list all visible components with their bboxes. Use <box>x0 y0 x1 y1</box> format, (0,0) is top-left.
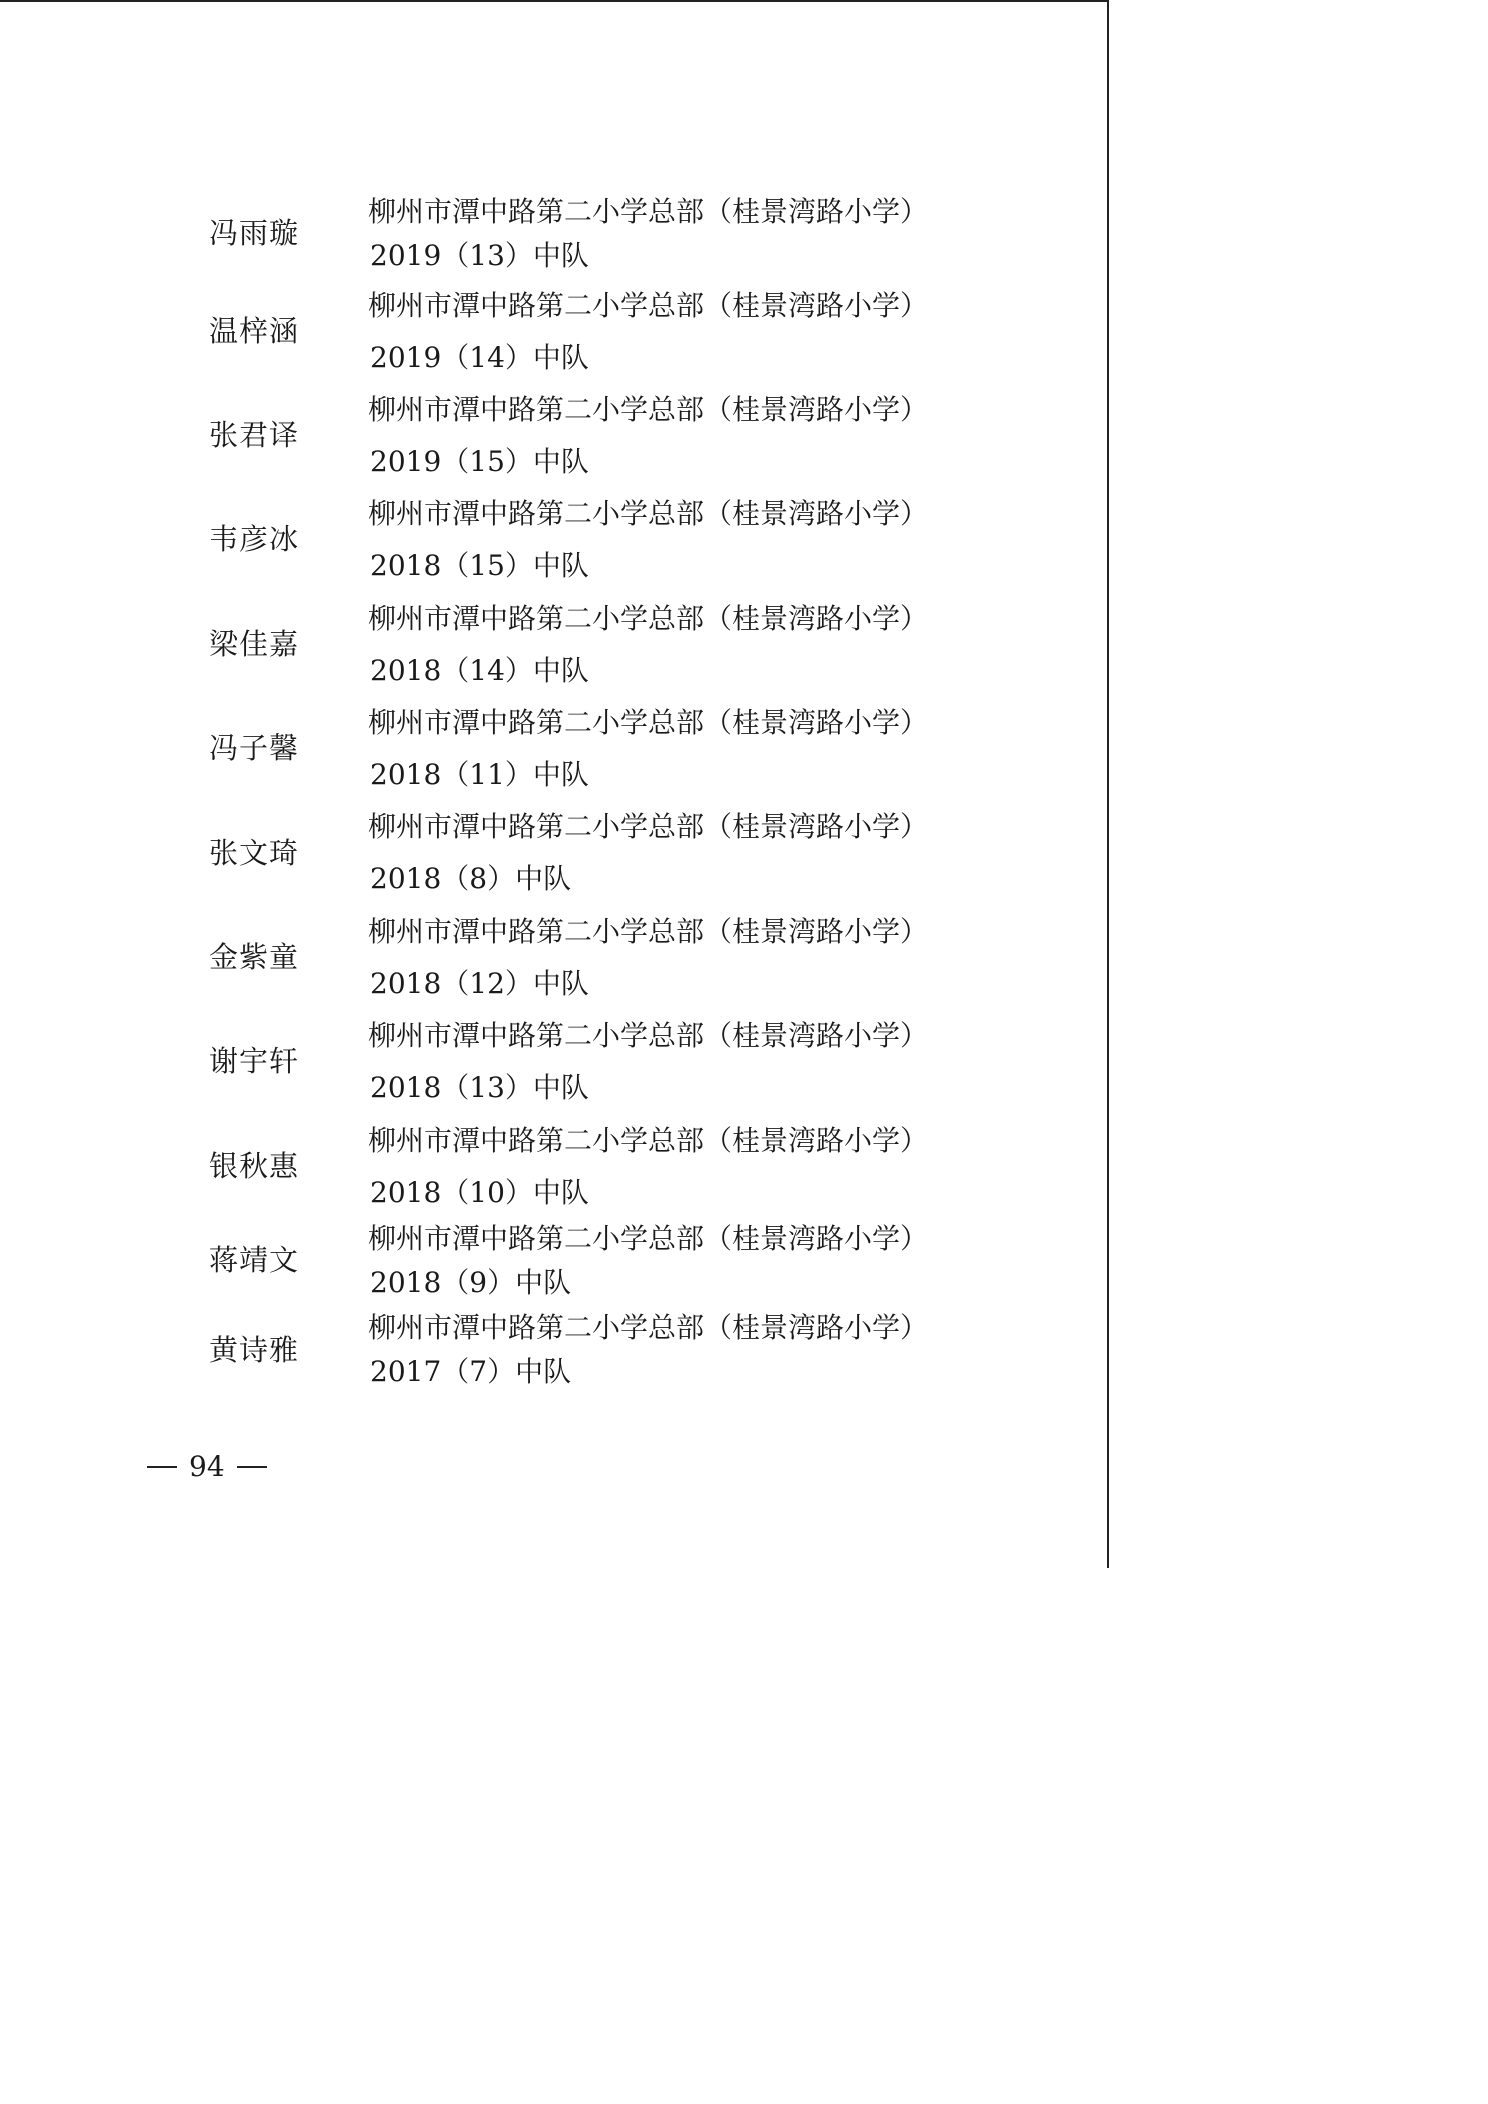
squad-name: 2017（7）中队 <box>370 1355 572 1388</box>
page-number-value: 94 <box>189 1450 225 1483</box>
student-name: 银秋惠 <box>209 1149 300 1183</box>
squad-name: 2018（10）中队 <box>370 1176 589 1209</box>
school-name: 柳州市潭中路第二小学总部（桂景湾路小学） <box>368 393 929 426</box>
school-name: 柳州市潭中路第二小学总部（桂景湾路小学） <box>368 195 929 228</box>
squad-name: 2019（14）中队 <box>370 341 589 374</box>
student-name: 黄诗雅 <box>209 1333 300 1367</box>
squad-name: 2018（9）中队 <box>370 1266 572 1299</box>
squad-name: 2018（8）中队 <box>370 862 572 895</box>
school-name: 柳州市潭中路第二小学总部（桂景湾路小学） <box>368 915 929 948</box>
squad-name: 2018（14）中队 <box>370 654 589 687</box>
school-name: 柳州市潭中路第二小学总部（桂景湾路小学） <box>368 289 929 322</box>
left-dash <box>147 1466 177 1468</box>
student-name: 温梓涵 <box>209 314 300 348</box>
school-name: 柳州市潭中路第二小学总部（桂景湾路小学） <box>368 497 929 530</box>
squad-name: 2018（13）中队 <box>370 1071 589 1104</box>
school-name: 柳州市潭中路第二小学总部（桂景湾路小学） <box>368 602 929 635</box>
student-name: 张文琦 <box>209 836 300 870</box>
school-name: 柳州市潭中路第二小学总部（桂景湾路小学） <box>368 1311 929 1344</box>
school-name: 柳州市潭中路第二小学总部（桂景湾路小学） <box>368 1222 929 1255</box>
school-name: 柳州市潭中路第二小学总部（桂景湾路小学） <box>368 810 929 843</box>
squad-name: 2018（12）中队 <box>370 967 589 1000</box>
student-name: 韦彦冰 <box>209 522 300 556</box>
student-name: 冯子馨 <box>209 731 300 765</box>
squad-name: 2018（11）中队 <box>370 758 589 791</box>
school-name: 柳州市潭中路第二小学总部（桂景湾路小学） <box>368 1019 929 1052</box>
right-dash <box>237 1466 267 1468</box>
student-name: 张君译 <box>209 418 300 452</box>
squad-name: 2019（15）中队 <box>370 445 589 478</box>
student-name: 金紫童 <box>209 940 300 974</box>
squad-name: 2018（15）中队 <box>370 549 589 582</box>
student-name: 冯雨璇 <box>209 216 300 250</box>
student-name: 梁佳嘉 <box>209 627 300 661</box>
squad-name: 2019（13）中队 <box>370 239 589 272</box>
student-name: 蒋靖文 <box>209 1243 300 1277</box>
student-name: 谢宇轩 <box>209 1044 300 1078</box>
school-name: 柳州市潭中路第二小学总部（桂景湾路小学） <box>368 706 929 739</box>
school-name: 柳州市潭中路第二小学总部（桂景湾路小学） <box>368 1124 929 1157</box>
page-number <box>147 1450 267 1483</box>
